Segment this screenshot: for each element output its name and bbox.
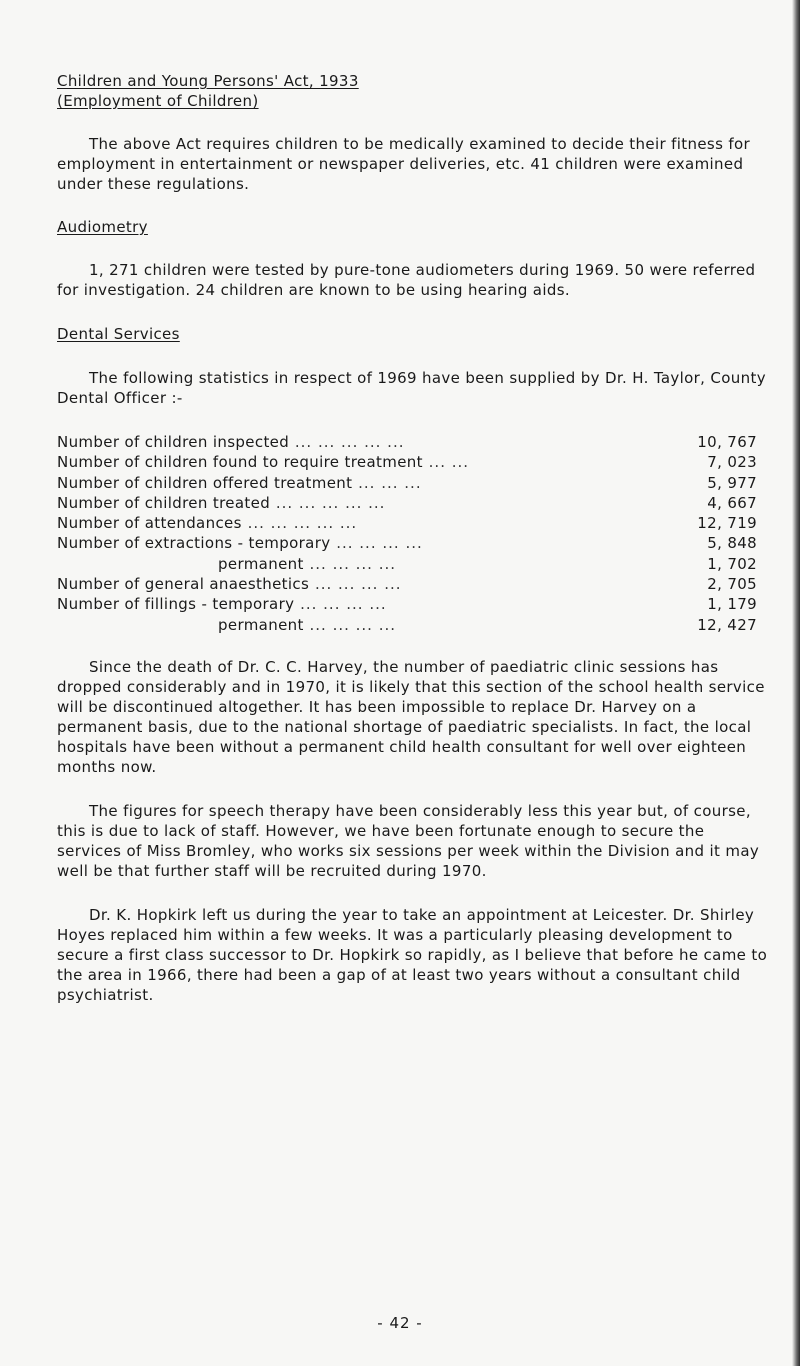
- document-page: [57, 72, 769, 1005]
- audiometry-paragraph: 1, 271 children were tested by pure-tone audiometers during 1969. 50 were referred for investigation. 24 children are known to be using hearing aids.: [57, 261, 756, 299]
- stat-label: permanent ... ... ... ...: [218, 615, 397, 634]
- act-title-heading: Children and Young Persons' Act, 1933: [57, 72, 359, 90]
- stat-row-anaesthetics: [57, 574, 757, 594]
- stat-row-extractions-permanent: [57, 554, 757, 574]
- stat-row-require-treatment: [57, 452, 757, 472]
- stat-row-fillings-temporary: [57, 594, 757, 614]
- stat-label: Number of general anaesthetics ... ... ... ...: [57, 575, 402, 594]
- stat-label: Number of children treated ... ... ... ... ...: [57, 493, 386, 512]
- stat-label: permanent ... ... ... ...: [218, 554, 397, 573]
- paediatric-clinic-paragraph: Since the death of Dr. C. C. Harvey, the number of paediatric clinic sessions has dropped considerably and in 1970, it is likely that this section of the school health service will be discontinued altogether. It has been impossible to replace Dr. Harvey on a permanent basis, due to the national shortage of paediatric specialists. In fact, the local hospitals have been without a permanent child health consultant for well over eighteen months now.: [57, 657, 765, 776]
- stat-label: Number of children offered treatment ... ... ...: [57, 473, 422, 492]
- stat-row-inspected: [57, 432, 757, 452]
- dental-services-heading: Dental Services: [57, 325, 180, 343]
- stat-value: 4, 667: [707, 493, 757, 512]
- stat-label: Number of fillings - temporary ... ... ... ...: [57, 595, 387, 614]
- stat-value: 12, 719: [697, 514, 757, 533]
- stat-row-offered-treatment: [57, 473, 757, 493]
- stat-label: Number of extractions - temporary ... ... ... ...: [57, 534, 423, 553]
- stat-row-fillings-permanent: [57, 615, 757, 635]
- page-number: - 42 -: [377, 1314, 423, 1332]
- employment-paragraph: The above Act requires children to be medically examined to decide their fitness for employment in entertainment or newspaper deliveries, etc. 41 children were examined under these regulations.: [57, 135, 751, 193]
- stat-value: 2, 705: [707, 575, 757, 594]
- stat-value: 1, 702: [707, 554, 757, 573]
- stat-row-extractions-temporary: [57, 533, 757, 553]
- stat-value: 1, 179: [707, 595, 757, 614]
- stat-value: 7, 023: [707, 453, 757, 472]
- stat-value: 10, 767: [697, 433, 757, 451]
- stat-row-treated: [57, 493, 757, 513]
- stat-label: Number of children found to require treatment ... ...: [57, 453, 470, 472]
- speech-therapy-paragraph: The figures for speech therapy have been considerably less this year but, of course, this is due to lack of staff. However, we have been fortunate enough to secure the services of Miss Bromley, who works six sessions per week within the Division and it may well be that further staff will be recruited during 1970.: [57, 801, 760, 880]
- act-subtitle-heading: (Employment of Children): [57, 92, 259, 110]
- dental-intro-paragraph: The following statistics in respect of 1969 have been supplied by Dr. H. Taylor, County Dental Officer :-: [57, 369, 766, 407]
- stat-label: Number of attendances ... ... ... ... ...: [57, 514, 358, 533]
- stat-value: 12, 427: [697, 615, 757, 634]
- stat-label: Number of children inspected ... ... ... ... ...: [57, 433, 405, 451]
- child-psychiatrist-paragraph: Dr. K. Hopkirk left us during the year to take an appointment at Leicester. Dr. Shirley Hoyes replaced him within a few weeks. It was a particularly pleasing development to secure a first class successor to Dr. Hopkirk so rapidly, as I believe that before he came to the area in 1966, there had been a gap of at least two years without a consultant child psychiatrist.: [57, 905, 768, 1004]
- stat-value: 5, 977: [707, 473, 757, 492]
- audiometry-heading: Audiometry: [57, 218, 148, 236]
- page-edge-shadow: [792, 0, 800, 1366]
- stat-row-attendances: [57, 513, 757, 533]
- stat-value: 5, 848: [707, 534, 757, 553]
- dental-statistics-table: [57, 432, 757, 635]
